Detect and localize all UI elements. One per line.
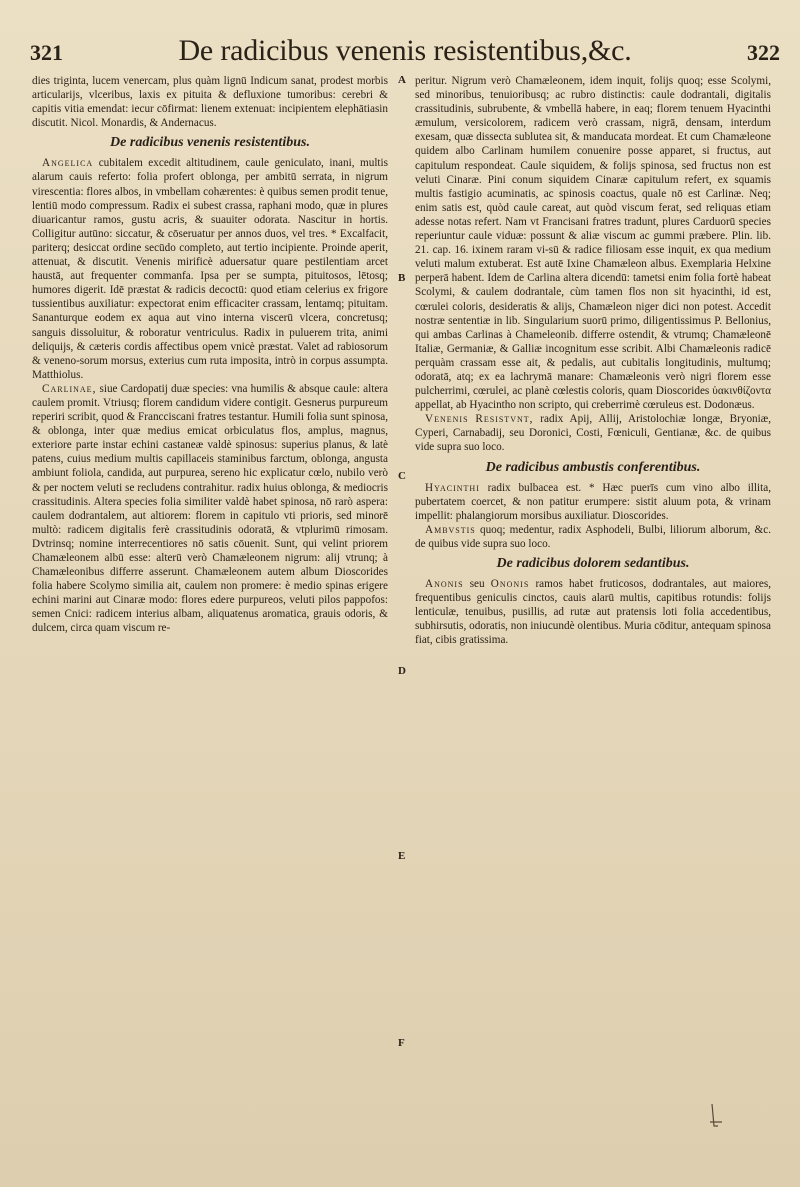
- right-paragraph-intro: peritur. Nigrum verò Chamæleonem, idem inquit, folijs quoq; esse Scolymi, sed minoribus, tenuioribusq; ac rubro distinctis: caule dodrantali, digitalis crassitudinis, subrubente, & vmbellā habere, in eaq; florem tenuem Hyacinthi æmulum, versicolorem, radicem verò crassam, nigrā, densam, interdum exesam, quæ dissecta sublutea sit, & manducata mordeat. Et cum Chamæleone quidem albo Carlinam humilem conuenire posse apparet, si fructus, aut capitulum respondeat. Caule siquidem, & folijs spinosa, sed fructus non est veluti Cinaræ. Pini conum siquidem Cinaræ capitulum refert, ex squamis multis fastigio acuminatis, ac spinosis coactus, quale nō est Carlinæ. Neq; enim satis est, quòd caule careat, aut quòd viscum ferat, sed reliquas etiam adesse notas refert. Nam vt Francisani fratres tradunt, plures Carduorū species reperiuntur caule viduæ: possunt & aliæ viscum ac gummi præbere. Plin. lib. 21. cap. 16. ixinem raram vi-sū & radice filiosam esse inquit, ex qua medium veluti malum extuberat. Est autē Ixine Chamæleon albus. Exemplaria Helxine perperā habent. Idem de Carlina altera dicendū: tametsi enim folia fortè habeat Scolymi, & caulem dodrantale, cùm tamen flos non sit hyacinthi, id est, cœrulei coloris, desideratis & alijs, Chamæleon niger dici non potest. Accedit nostræ sententiæ in lib. Singularium suorū primo, diligentissimus P. Bellonius, qui ambas Carlinas à Chameleonib. differre ostendit, & vtrumq; Chamæleonē Italiæ, Germaniæ, & Galliæ incognitum esse scribit. Albi Chamæleonis radicē perquàm crassam esse ait, & pedalis, aut cubitalis longitudinis, multumq; odoratā, atq; ex ea lachrymā manare: Chamæleonis verò nigri florem esse pulcherrimi, cœrulei, ac planè cœlestis coloris, quam Dioscorides ὑακινθίζοντα appellat, ab Hyacintho non scripto, qui creberrimè cœruleus est. Dodonæus.: [415, 75, 771, 412]
- margin-letter-f: F: [398, 1037, 405, 1049]
- anonis-text: ramos habet fruticosos, dodrantales, aut maiores, frequentibus geniculis cinctos, cauis alarū multis, capitibus rotundis: folijs lenticulæ, tenuibus, pusillis, ad rutæ aut pratensis loti folia accedentibus, subhirsutis, odoratis, non iniucundè olentibus. Muria cōditur, antequam spinosa fiat, cibis gratissima.: [415, 578, 771, 647]
- margin-letter-b: B: [398, 272, 406, 284]
- carlina-lead-word: Carlinae,: [42, 382, 97, 395]
- anonis-paragraph: [415, 577, 771, 647]
- section-heading-venenis: De radicibus venenis resistentibus.: [110, 135, 310, 151]
- anonis-lead-word: Anonis: [425, 578, 464, 590]
- ambustis-paragraph: [415, 523, 771, 551]
- left-paragraph-intro: dies triginta, lucem venercam, plus quàm lignū Indicum sanat, prodest morbis articularijs, vlceribus, laxis ex pituita & defluxione tumoribus: cerebri & capitis vitia emendat: iecur cōfirmat: lienem extenuat: incipientem elephātiasin discutit. Nicol. Monardis, & Andernacus.: [32, 75, 388, 130]
- ambustis-text: quoq; medentur, radix Asphodeli, Bulbi, liliorum alborum, &c. de quibus vide supra suo loco.: [415, 523, 771, 550]
- venenis-resistunt-text: radix Apij, Allij, Aristolochiæ longæ, Bryoniæ, Cyperi, Carnabadij, seu Doronici, Costi, Fœniculi, Gentianæ, &c. de quibus vide supra suo loco.: [415, 413, 771, 454]
- running-title: De radicibus venenis resistentibus,&c.: [178, 34, 632, 67]
- right-column: [415, 74, 771, 647]
- venenis-resistunt-paragraph: [415, 412, 771, 454]
- resistunt-lead-word: Resistvnt,: [475, 413, 534, 426]
- venenis-lead-word: Venenis: [425, 413, 469, 426]
- ononis-lead-word: Ononis: [490, 578, 530, 590]
- section-heading-ambustis: De radicibus ambustis conferentibus.: [485, 459, 701, 475]
- angelica-paragraph: [32, 156, 388, 382]
- angelica-text: cubitalem excedit altitudinem, caule geniculato, inani, multis alarum cauis referto: folia profert oblonga, per ambitū serrata, in nigrum virescentia: flores albos, in vmbellam cohærentes: è quibus semen prodit tenue, lentiū modo compressum. Radix ei subest crassa, raphani modo, quæ in plures diuaricantur ramos, gustu acris, & suauiter odorata. Nascitur in hortis. Colligitur autūno: siccatur, & cōseruatur per annos duos, vel tres. * Excalfacit, pariterq; desiccat ordine secūdo completo, aut tertio incipiente. Proinde aperit, attenuat, & discutit. Venenis mirificè aduersatur quare pestilentiam arcet haustā, aut frequenter commanfa. Ipsa per se sumpta, pituitosos, lētosq; humores digerit. Idē præstat & radicis decoctū: quod etiam celerius ex frigore tussientibus auxiliatur: expectorat enim efficaciter crassam, lentamq; pituitam. Sananturque eodem ex aqua aut vino interna viscerū vlcera, concretusq; sanguis dissoluitur, & roboratur ventriculus. Radix in puluerem trita, animi deliquijs, & cæteris cordis affectibus opem vnicè præstat. Valet ad rabiosorum & veneno-sorum morsus, exterius cum ruta imposita, intrò in corpus assumpta. Matthiolus.: [32, 157, 388, 381]
- page-number-right: 322: [747, 40, 780, 65]
- margin-letter-a: A: [398, 74, 406, 86]
- hyacinthi-text: radix bulbacea est. * Hæc puerīs cum vino albo illita, pubertatem coercet, & non patitur erumpere: sistit aluum pota, & vrinam impellit: phalangiorum morsibus auxiliatur. Dioscorides.: [415, 481, 771, 522]
- margin-letter-e: E: [398, 850, 406, 862]
- page-header: [30, 34, 780, 70]
- margin-letter-c: C: [398, 470, 406, 482]
- left-column: [32, 74, 388, 636]
- hyacinthi-lead-word: Hyacinthi: [425, 481, 480, 494]
- carlina-paragraph: [32, 382, 388, 636]
- angelica-lead-word: Angelica: [42, 157, 94, 170]
- margin-letter-d: D: [398, 665, 406, 677]
- printer-mark-icon: [700, 1100, 730, 1130]
- section-heading-dolorem: De radicibus dolorem sedantibus.: [496, 556, 690, 571]
- ambustis-lead-word: Ambvstis: [425, 523, 476, 536]
- page-number-left: 321: [30, 40, 63, 65]
- carlina-text: siue Cardopatij duæ species: vna humilis & absque caule: altera caulem promit. Vtriusq; florem candidum videre contigit. Gesnerus purpureum reperiri scribit, quod & Francciscani fratres testantur. Humili folia sunt spinosa, & oblonga, inter quæ medius emicat orbiculatus flos, amplus, magnus, exteriore parte instar echini castaneæ valdè spinosus: superius planus, & latè patens, cuius medium multis capillaceis staminibus farctum, oblonga, angusta ambiunt foliola, candida, aut purpurea, sereno hic explicatur cœlo, nubilo verò & per noctem veluti se recludens contrahitur. radix huius oblonga, & mediocris crassitudinis. Altera species folia similiter valdè habet spinosa, nō rarò aspera: caulem dodrantalem, aut altiorem: florem in capitulo vti prioris, sed minorē multò: radicem digitalis ferè crassitudinis odoratā, & vtplurimū rimosam. Dvtrinsq; nomine interrecentiores nō satis cōuenit. Sunt, qui velint priorem Chamæleonem albū esse: alterū verò Chamæleonem nigrum: alij vtrunq; à Chamæleonibus differre asserunt. Chamæleonem autem album Dioscorides folia habere Scolymo similia ait, caulem non promere: è medio spinas erigere echini marini aut Cinaræ modo: flores edere purpureos, veluti pilos pappofos: semen Cnici: radicem interius albam, aliquatenus aromatica, grauis odoris, & dulcem, circa quam viscum re-: [32, 382, 388, 635]
- anonis-connector: seu: [463, 578, 491, 590]
- hyacinthi-paragraph: [415, 481, 771, 523]
